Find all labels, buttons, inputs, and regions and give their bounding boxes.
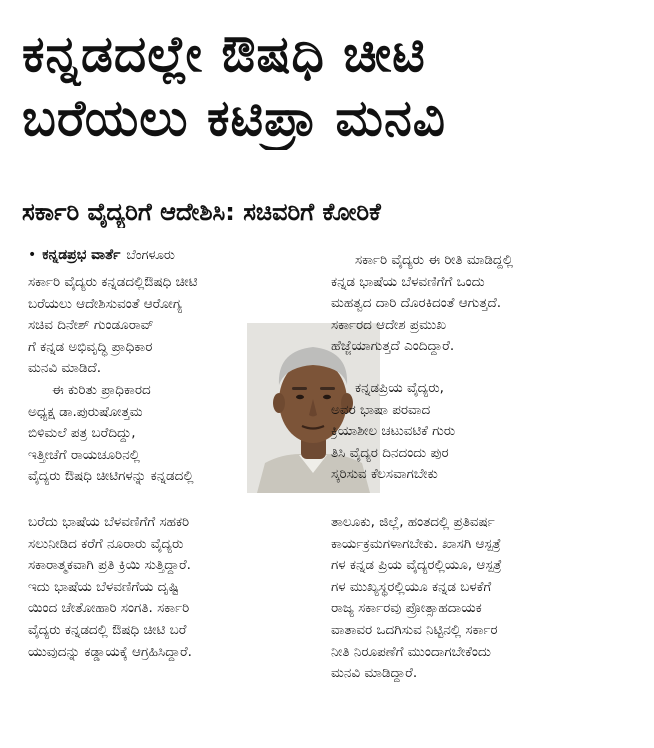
text-line: ಮನವಿ ಮಾಡಿದ್ದಾರೆ. xyxy=(331,665,418,682)
left-column-middle xyxy=(28,380,246,488)
text-line: ಗೆ ಕನ್ನಡ ಅಭಿವೃದ್ಧಿ ಪ್ರಾಧಿಕಾರ xyxy=(28,338,153,355)
headline-line-1: ಕನ್ನಡದಲ್ಲೇ ಔಷಧಿ ಚೀಟಿ xyxy=(22,25,426,83)
byline-source: ಕನ್ನಡಪ್ರಭ ವಾರ್ತೆ xyxy=(42,247,121,263)
text-line: ಬರೆಯಲು ಆದೇಶಿಸುವಂತೆ ಆರೋಗ್ಯ xyxy=(28,295,182,312)
text-line: ಇದು ಭಾಷೆಯ ಬೆಳವಣಿಗೆಯ ದೃಷ್ಟಿ xyxy=(28,578,179,595)
text-line: ಸಚಿವ ದಿನೇಶ್ ಗುಂಡೂರಾವ್ xyxy=(28,317,154,334)
headline xyxy=(22,22,637,150)
text-line: ಸರ್ಕಾರಿ ವೈದ್ಯರು ಕನ್ನಡದಲ್ಲಿಔಷಧಿ ಚೀಟಿ xyxy=(28,274,198,290)
text-line: ಗಳ ಕನ್ನಡ ಪ್ರಿಯ ವೈದ್ಯರಲ್ಲಿಯೂ, ಆಸ್ಪತ್ರೆ xyxy=(331,557,502,574)
text-line: ಹೆಜ್ಜೆಯಾಗುತ್ತದೆ ಎಂದಿದ್ದಾರೆ. xyxy=(331,338,455,355)
text-line: ವೈದ್ಯರು ಔಷಧಿ ಚೀಟಿಗಳನ್ನು ಕನ್ನಡದಲ್ಲಿ xyxy=(28,468,194,485)
right-column-top xyxy=(331,250,631,358)
text-line: ತಾಲೂಕು, ಜಿಲ್ಲೆ, ಹಂತದಲ್ಲಿ ಪ್ರತಿವರ್ಷ xyxy=(331,514,495,530)
text-line: ಗಳ ಮುಖ್ಯಸ್ಥರಲ್ಲಿಯೂ ಕನ್ನಡ ಬಳಕೆಗೆ xyxy=(331,578,492,595)
text-line: ಯಿಂದ ಚೇತೋಹಾರಿ ಸಂಗತಿ. ಸರ್ಕಾರಿ xyxy=(28,600,190,617)
text-line: ಬರೆದು ಭಾಷೆಯ ಬೆಳವಣಿಗೆಗೆ ಸಹಕರಿ xyxy=(28,514,190,530)
text-line: ಕ್ರಿಯಾಶೀಲ ಚಟುವಟಿಕೆ ಗುರು xyxy=(331,423,456,440)
text-line: ಕಾರ್ಯಕ್ರಮಗಳಾಗಬೇಕು. ಖಾಸಗಿ ಆಸ್ಪತ್ರೆ xyxy=(331,535,501,552)
subheadline: ಸರ್ಕಾರಿ ವೈದ್ಯರಿಗೆ ಆದೇಶಿಸಿ: ಸಚಿವರಿಗೆ ಕೋರಿಕೆ xyxy=(22,198,381,226)
text-line: ಸರ್ಕಾರದ ಆದೇಶ ಪ್ರಮುಖ xyxy=(331,316,447,333)
text-line: ಸಕಾರಾತ್ಮಕವಾಗಿ ಪ್ರತಿ ಕ್ರಿಯಿ ಸುತ್ತಿದ್ದಾರೆ. xyxy=(28,557,191,574)
text-line: ಇತ್ತೀಚೆಗೆ ರಾಯಚೂರಿನಲ್ಲಿ xyxy=(28,446,140,463)
text-line: ಯುವುದನ್ನು ಕಡ್ಡಾಯಕ್ಕೆ ಆಗ್ರಹಿಸಿದ್ದಾರೆ. xyxy=(28,643,192,660)
text-line: ಈ ಕುರಿತು ಪ್ರಾಧಿಕಾರದ xyxy=(52,382,151,398)
right-column-middle xyxy=(331,378,631,486)
text-line: ತಿಸಿ ವೈದ್ಯರ ದಿನದಂದು ಪುರ xyxy=(331,444,449,461)
text-line: ವೈದ್ಯರು ಕನ್ನಡದಲ್ಲಿ ಔಷಧಿ ಚೀಟಿ ಬರೆ xyxy=(28,621,187,638)
byline-bullet: • xyxy=(28,247,37,263)
text-line: ಸಲುನೀಡಿದ ಕರೆಗೆ ನೂರಾರು ವೈದ್ಯರು xyxy=(28,535,184,552)
headline-line-2: ಬರೆಯಲು ಕಟಿಪ್ರಾ ಮನವಿ xyxy=(22,89,447,147)
text-line: ಬಿಳಿಮಲೆ ಪತ್ರ ಬರೆದಿದ್ದು, xyxy=(28,425,136,442)
right-column-bottom xyxy=(331,512,631,685)
text-line: ಮನವಿ ಮಾಡಿದೆ. xyxy=(28,360,102,377)
text-line: ಅವರ ಭಾಷಾ ಪರವಾದ xyxy=(331,401,431,418)
text-line: ವಾತಾವರ ಒದಗಿಸುವ ನಿಟ್ಟಿನಲ್ಲಿ ಸರ್ಕಾರ xyxy=(331,621,498,638)
text-line: ಅಧ್ಯಕ್ಷ ಡಾ.ಪುರುಷೋತ್ತಮ xyxy=(28,403,143,420)
left-column-bottom xyxy=(28,512,324,663)
text-line: ಕನ್ನಡ ಭಾಷೆಯ ಬೆಳವಣಿಗೆಗೆ ಒಂದು xyxy=(331,273,485,290)
text-line: ರಾಜ್ಯ ಸರ್ಕಾರವು ಪ್ರೋತ್ಸಾಹದಾಯಕ xyxy=(331,600,482,617)
text-line: ಸರ್ಕಾರಿ ವೈದ್ಯರು ಈ ರೀತಿ ಮಾಡಿದ್ದಲ್ಲಿ xyxy=(355,252,514,268)
byline-place: ಬೆಂಗಳೂರು xyxy=(126,248,175,263)
text-line: ನೀತಿ ನಿರೂಪಣೆಗೆ ಮುಂದಾಗಬೇಕೆಂದು xyxy=(331,643,491,660)
text-line: ಮಹತ್ವದ ದಾರಿ ದೊರಕಿದಂತೆ ಆಗುತ್ತದೆ. xyxy=(331,295,502,312)
text-line: ಸ್ಕರಿಸುವ ಕೆಲಸವಾಗಬೇಕು xyxy=(331,466,438,483)
byline xyxy=(28,244,318,267)
text-line: ಕನ್ನಡಪ್ರಿಯ ವೈದ್ಯರು, xyxy=(355,380,444,396)
